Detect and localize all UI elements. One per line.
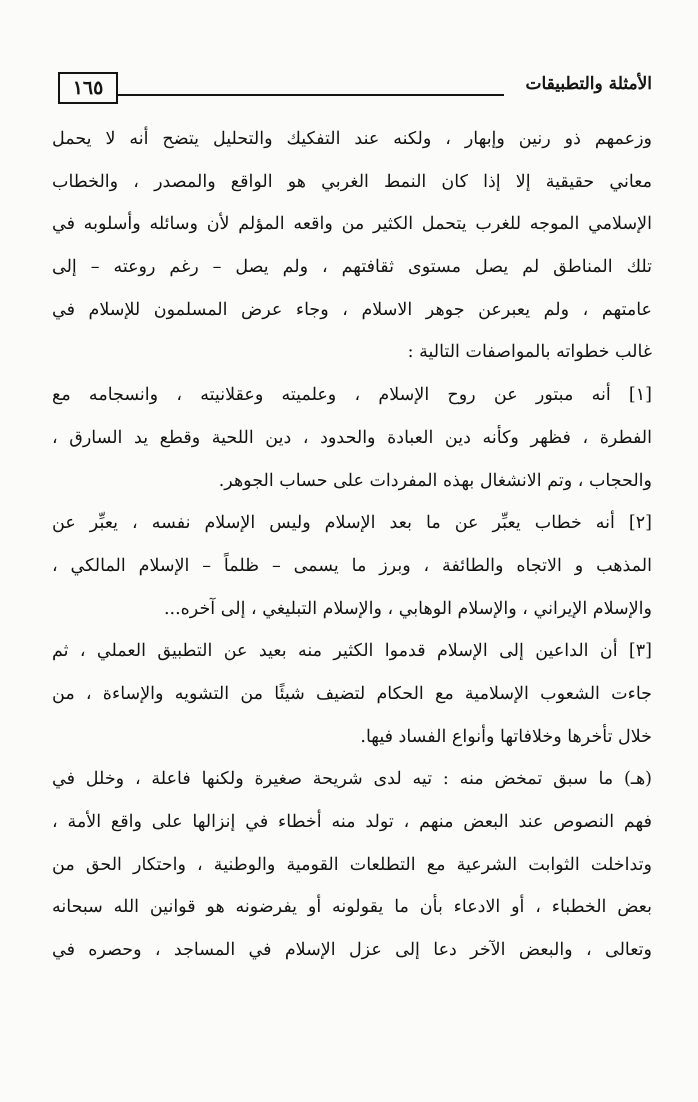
page-header: [52, 68, 652, 112]
text-line: والإسلام الإيراني ، والإسلام الوهابي ، والإسلام التبليغي ، إلى آخره...: [163, 598, 652, 619]
text-line: وتداخلت الثوابت الشرعية مع التطلعات القومية والوطنية ، واحتكار الحق من: [52, 854, 652, 875]
text-line: جاءت الشعوب الإسلامية مع الحكام لتضيف شيئًا من التشويه والإساءة ، من: [52, 683, 652, 704]
text-line: والحجاب ، وتم الانشغال بهذه المفردات على حساب الجوهر.: [218, 470, 652, 491]
text-line: بعض الخطباء ، أو الادعاء بأن ما يقولونه أو يفرضونه هو قوانين الله سبحانه: [52, 897, 652, 918]
text-line: وزعمهم ذو رنين وإبهار ، ولكنه عند التفكيك والتحليل يتضح أنه لا يحمل: [52, 129, 652, 149]
text-line: خلال تأخرها وخلافاتها وأنواع الفساد فيها.: [360, 726, 652, 747]
text-line: غالب خطواته بالمواصفات التالية :: [407, 342, 652, 363]
text-line: تلك المناطق لم يصل مستوى ثقافتهم ، ولم يصل – رغم روعته – إلى: [52, 257, 652, 278]
running-title: الأمثلة والتطبيقات: [525, 74, 652, 94]
text-line: الإسلامي الموجه للغرب يتحمل الكثير من واقعه المؤلم لأن وسائله وأسلوبه في: [52, 214, 652, 235]
text-line: المذهب و الاتجاه والطائفة ، وبرز ما يسمى – ظلماً – الإسلام المالكي ،: [52, 555, 652, 576]
text-line: [٣] أن الداعين إلى الإسلام قدموا الكثير منه بعيد عن التطبيق العملي ، ثم: [52, 641, 652, 662]
text-line: فهم النصوص عند البعض منهم ، تولد منه أخطاء في إنزالها على واقع الأمة ،: [52, 812, 652, 832]
text-line: وتعالى ، والبعض الآخر دعا إلى عزل الإسلام في المساجد ، وحصره في: [52, 940, 652, 961]
text-line: الفطرة ، فظهر وكأنه دين العبادة والحدود ، دين اللحية وقطع يد السارق ،: [52, 427, 652, 448]
header-rule: [118, 94, 504, 96]
text-line: [٢] أنه خطاب يعبِّر عن ما بعد الإسلام وليس الإسلام نفسه ، يعبِّر عن: [52, 513, 652, 534]
text-line: معاني حقيقية إلا إذا كان النمط الغربي هو الواقع والمصدر ، والخطاب: [52, 171, 652, 192]
text-line: [١] أنه مبتور عن روح الإسلام ، وعلميته وعقلانيته ، وانسجامه مع: [52, 385, 652, 406]
page-number: ١٦٥: [58, 72, 118, 104]
text-line: عامتهم ، ولم يعبرعن جوهر الاسلام ، وجاء عرض المسلمون للإسلام في: [52, 299, 652, 320]
text-line: (هـ) ما سبق تمخض منه : تيه لدى شريحة صغيرة ولكنها فاعلة ، وخلل في: [52, 769, 652, 790]
body-text: [52, 118, 652, 972]
